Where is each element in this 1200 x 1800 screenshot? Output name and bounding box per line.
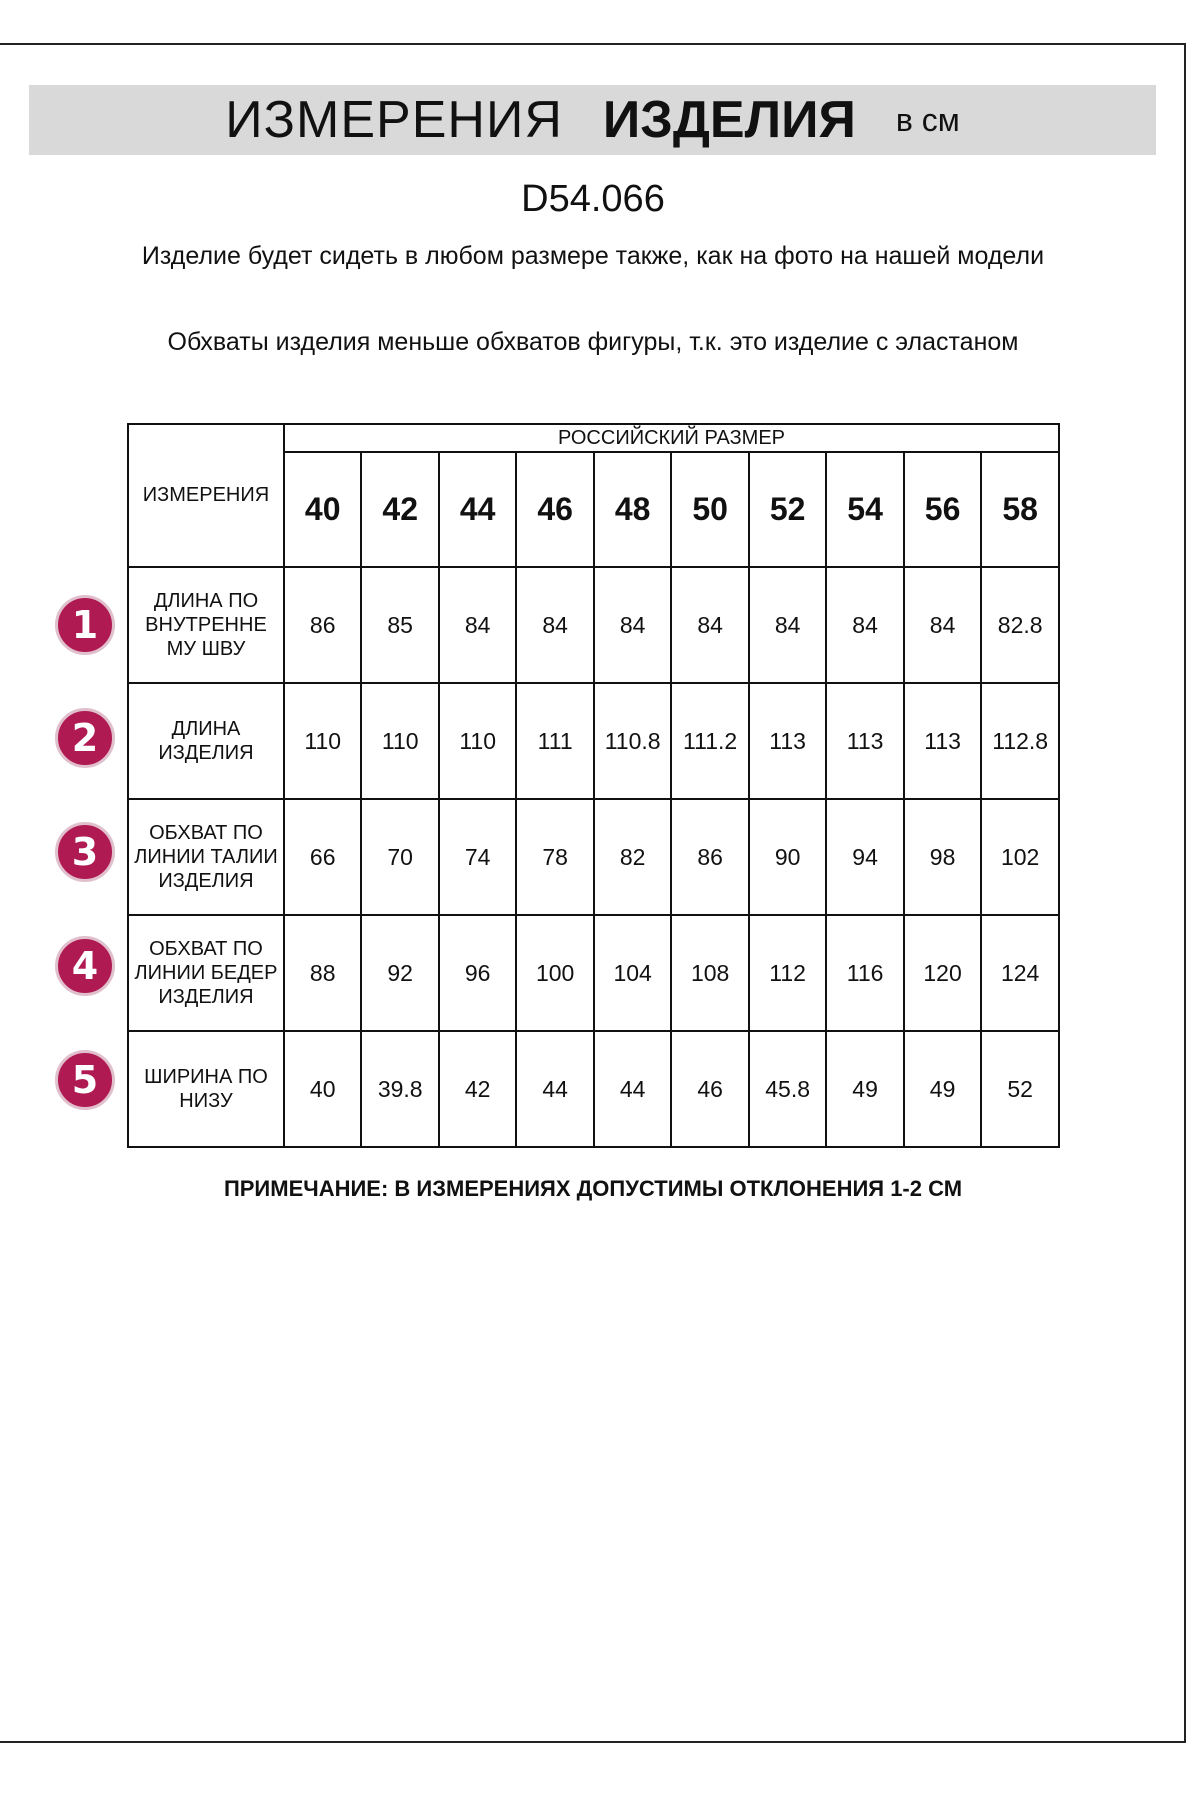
row-number-badge: 2 (55, 708, 115, 768)
measurement-value: 110 (361, 683, 438, 799)
measurement-value: 110.8 (594, 683, 671, 799)
table-row (128, 567, 1059, 683)
measurement-value: 45.8 (749, 1031, 826, 1147)
size-header-cell: 48 (594, 452, 671, 567)
measurement-value: 108 (671, 915, 748, 1031)
measurement-value: 84 (826, 567, 903, 683)
row-number-badge: 3 (55, 822, 115, 882)
measurement-value: 86 (671, 799, 748, 915)
measurement-value: 124 (981, 915, 1059, 1031)
measurement-value: 84 (749, 567, 826, 683)
measurement-label: ШИРИНА ПО НИЗУ (128, 1031, 284, 1147)
measurement-value: 42 (439, 1031, 516, 1147)
table-row (128, 915, 1059, 1031)
measurement-value: 52 (981, 1031, 1059, 1147)
size-header-cell: 58 (981, 452, 1059, 567)
measurement-value: 92 (361, 915, 438, 1031)
measurement-label: ОБХВАТ ПО ЛИНИИ БЕДЕР ИЗДЕЛИЯ (128, 915, 284, 1031)
measurement-value: 44 (516, 1031, 593, 1147)
title-bold: ИЗДЕЛИЯ (602, 91, 856, 149)
article-code: D54.066 (521, 178, 665, 220)
measurement-value: 113 (749, 683, 826, 799)
size-header-cell: 44 (439, 452, 516, 567)
row-number-badge: 4 (55, 936, 115, 996)
table-row (128, 683, 1059, 799)
measurement-value: 96 (439, 915, 516, 1031)
measurement-value: 84 (516, 567, 593, 683)
measurement-value: 113 (904, 683, 981, 799)
row-number-badge: 1 (55, 595, 115, 655)
measurement-value: 90 (749, 799, 826, 915)
measurement-value: 84 (671, 567, 748, 683)
measurement-value: 82.8 (981, 567, 1059, 683)
measurement-value: 116 (826, 915, 903, 1031)
title-light: ИЗМЕРЕНИЯ (225, 91, 563, 149)
size-group-label: РОССИЙСКИЙ РАЗМЕР (284, 424, 1059, 452)
measurement-value: 70 (361, 799, 438, 915)
measurement-label: ОБХВАТ ПО ЛИНИИ ТАЛИИ ИЗДЕЛИЯ (128, 799, 284, 915)
measurement-value: 110 (439, 683, 516, 799)
measurement-value: 111.2 (671, 683, 748, 799)
measurement-value: 98 (904, 799, 981, 915)
corner-label: ИЗМЕРЕНИЯ (128, 424, 284, 567)
size-header-cell: 54 (826, 452, 903, 567)
table-row (128, 799, 1059, 915)
tolerance-note: ПРИМЕЧАНИЕ: В ИЗМЕРЕНИЯХ ДОПУСТИМЫ ОТКЛОНЕНИЯ 1-2 СМ (223, 1176, 963, 1201)
fit-note: Изделие будет сидеть в любом размере также, как на фото на нашей модели (141, 242, 1045, 270)
measurement-value: 78 (516, 799, 593, 915)
measurement-value: 104 (594, 915, 671, 1031)
measurement-value: 66 (284, 799, 361, 915)
measurement-value: 120 (904, 915, 981, 1031)
measurement-value: 49 (904, 1031, 981, 1147)
measurement-value: 46 (671, 1031, 748, 1147)
measurement-value: 102 (981, 799, 1059, 915)
measurement-value: 111 (516, 683, 593, 799)
size-header-cell: 50 (671, 452, 748, 567)
measurement-value: 44 (594, 1031, 671, 1147)
measurement-value: 112 (749, 915, 826, 1031)
size-header-cell: 42 (361, 452, 438, 567)
row-number-badge: 5 (55, 1050, 115, 1110)
measurement-label: ДЛИНА ПО ВНУТРЕННЕ МУ ШВУ (128, 567, 284, 683)
measurement-value: 112.8 (981, 683, 1059, 799)
size-header-cell: 52 (749, 452, 826, 567)
size-header-cell: 46 (516, 452, 593, 567)
measurement-value: 39.8 (361, 1031, 438, 1147)
measurement-value: 113 (826, 683, 903, 799)
table-row (128, 1031, 1059, 1147)
measurement-value: 74 (439, 799, 516, 915)
measurement-value: 85 (361, 567, 438, 683)
measurement-value: 94 (826, 799, 903, 915)
title-text (29, 85, 1156, 155)
size-table (127, 423, 1060, 1148)
title-unit: в см (895, 101, 960, 138)
size-header-cell: 40 (284, 452, 361, 567)
measurement-value: 40 (284, 1031, 361, 1147)
measurement-value: 84 (594, 567, 671, 683)
elastane-note: Обхваты изделия меньше обхватов фигуры, т.к. это изделие с эластаном (167, 328, 1019, 356)
measurement-value: 49 (826, 1031, 903, 1147)
measurement-value: 84 (439, 567, 516, 683)
size-header-cell: 56 (904, 452, 981, 567)
measurement-label: ДЛИНА ИЗДЕЛИЯ (128, 683, 284, 799)
measurement-value: 100 (516, 915, 593, 1031)
measurement-value: 82 (594, 799, 671, 915)
measurement-value: 88 (284, 915, 361, 1031)
measurement-value: 86 (284, 567, 361, 683)
measurement-value: 84 (904, 567, 981, 683)
measurement-value: 110 (284, 683, 361, 799)
